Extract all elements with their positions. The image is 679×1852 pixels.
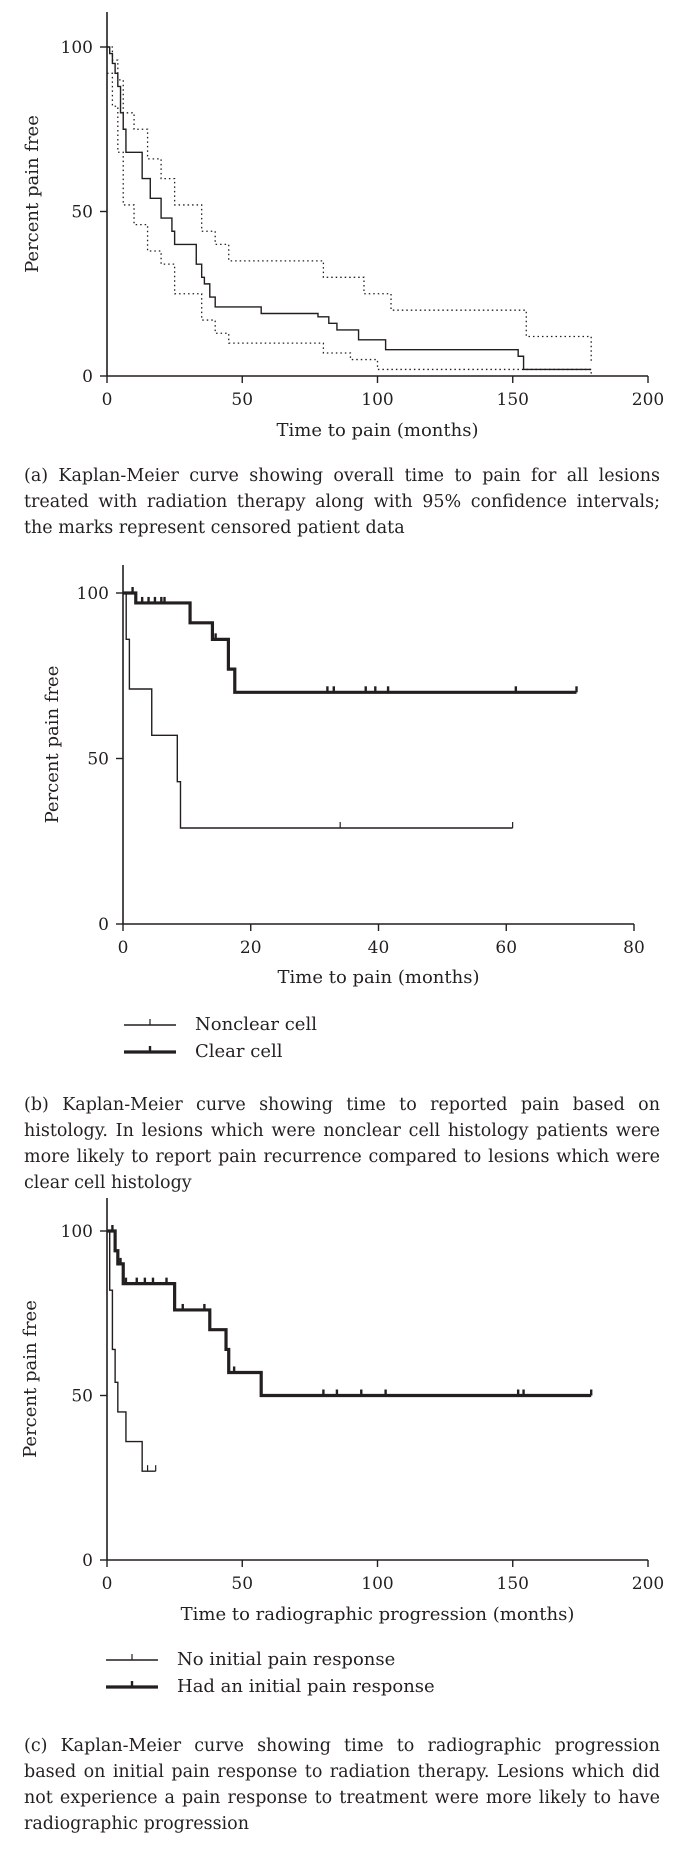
series-0-line	[107, 1231, 156, 1471]
y-tick-label: 100	[76, 584, 109, 604]
x-axis-label: Time to pain (months)	[276, 420, 479, 441]
x-tick-label: 0	[117, 938, 129, 958]
x-tick-label: 150	[496, 390, 529, 410]
x-tick-label: 0	[101, 1574, 113, 1594]
x-tick-label: 200	[631, 1574, 665, 1594]
legend-label-0: Nonclear cell	[195, 1014, 317, 1035]
legend-label-1: Had an initial pain response	[177, 1676, 435, 1697]
x-tick-label: 100	[361, 390, 394, 410]
caption-c: (c) Kaplan-Meier curve showing time to radiographic progression based on initial pain response to radiation therapy. Lesions which did not experience a pain response to treatment were more likely to have radiographic progression	[24, 1736, 660, 1834]
x-tick-label: 150	[496, 1574, 529, 1594]
x-tick-label: 50	[231, 1574, 254, 1594]
y-tick-label: 50	[71, 1386, 93, 1407]
y-tick-label: 0	[98, 915, 109, 935]
x-tick-label: 40	[367, 938, 390, 958]
y-tick-label: 0	[82, 1551, 93, 1571]
y-axis-label: Percent pain free	[20, 1300, 41, 1458]
y-axis-label: Percent pain free	[22, 115, 43, 273]
caption-a: (a) Kaplan-Meier curve showing overall time to pain for all lesions treated with radiation therapy along with 95% confidence intervals; the marks represent censored patient data	[24, 466, 660, 538]
y-axis-label: Percent pain free	[42, 665, 63, 824]
x-tick-label: 0	[101, 390, 113, 410]
x-tick-label: 60	[495, 938, 518, 958]
x-tick-label: 50	[231, 390, 254, 410]
y-tick-label: 100	[60, 38, 93, 58]
x-axis-label: Time to radiographic progression (months)	[180, 1604, 575, 1625]
x-tick-label: 100	[361, 1574, 394, 1594]
y-tick-label: 100	[60, 1222, 93, 1242]
y-tick-label: 50	[87, 749, 109, 770]
x-tick-label: 200	[631, 390, 665, 410]
x-tick-label: 20	[239, 938, 262, 958]
series-1-line	[107, 1231, 591, 1396]
y-tick-label: 50	[71, 202, 93, 223]
caption-b: (b) Kaplan-Meier curve showing time to reported pain based on histology. In lesions which were nonclear cell histology patients were more likely to report pain recurrence compared to lesions which were clear cell histology	[24, 1095, 660, 1193]
x-tick-label: 80	[623, 938, 645, 958]
y-tick-label: 0	[82, 367, 93, 387]
legend-label-0: No initial pain response	[177, 1649, 396, 1670]
legend-label-1: Clear cell	[195, 1041, 283, 1062]
x-axis-label: Time to pain (months)	[277, 967, 480, 988]
